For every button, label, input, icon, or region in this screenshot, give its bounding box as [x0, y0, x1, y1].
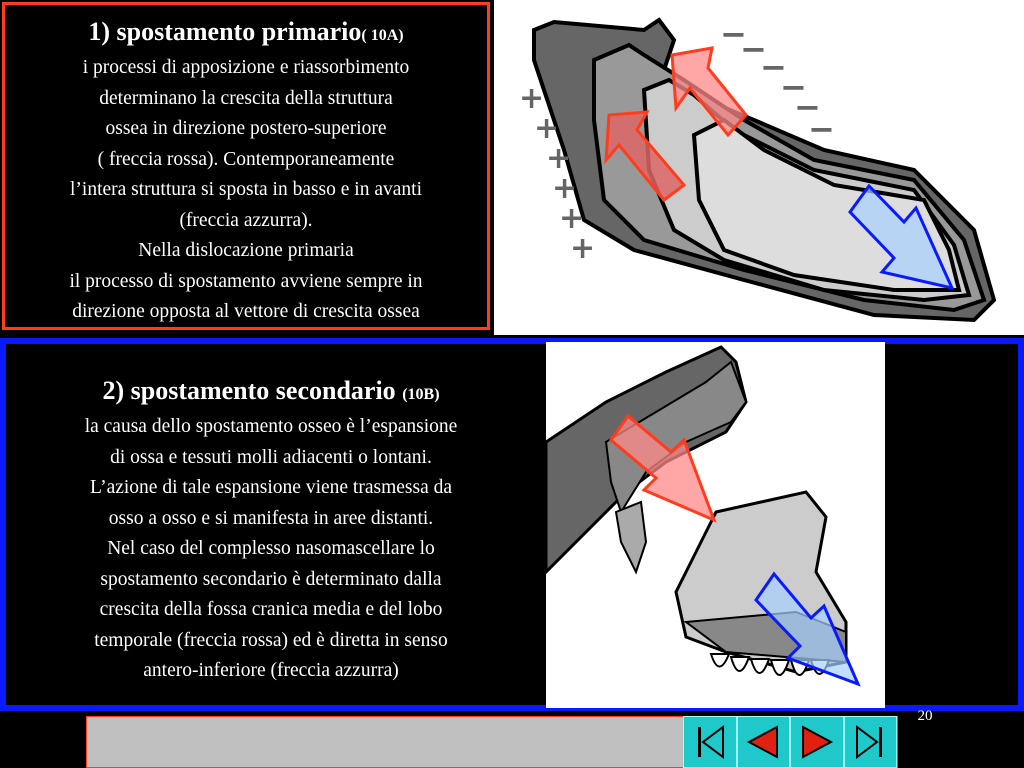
section1-line: (freccia azzurra).	[179, 209, 313, 231]
last-slide-button[interactable]	[844, 716, 898, 768]
section2-body	[16, 412, 526, 687]
minus-sign: −	[760, 48, 787, 86]
section1-line: l’intera struttura si sposta in basso e in avanti	[69, 179, 422, 200]
minus-sign: −	[780, 68, 807, 106]
first-slide-button[interactable]	[683, 716, 737, 768]
primary-displacement-box	[2, 2, 490, 330]
previous-slide-icon	[743, 722, 783, 762]
section1-body	[5, 53, 487, 328]
minus-sign: −	[808, 110, 835, 148]
mandible-illustration	[494, 0, 1024, 335]
section1-title-row	[5, 17, 487, 51]
mandible-figure	[494, 0, 1024, 335]
section2-text	[16, 374, 526, 687]
next-slide-button[interactable]	[790, 716, 844, 768]
plus-sign: +	[559, 201, 585, 236]
section1-title: 1) spostamento primario	[88, 17, 362, 46]
plus-sign: +	[534, 111, 560, 146]
section1-line: ( freccia rossa). Contemporaneamente	[97, 148, 395, 170]
plus-sign: +	[546, 141, 572, 176]
plus-sign: +	[519, 81, 545, 116]
next-slide-icon	[797, 722, 837, 762]
section1-line: Nella dislocazione primaria	[138, 240, 354, 261]
minus-sign: −	[720, 15, 747, 53]
section2-line: crescita della fossa cranica media e del lobo	[99, 599, 443, 620]
section2-title-ref: (10B)	[402, 386, 440, 403]
section1-line: i processi di apposizione e riassorbimento	[82, 57, 410, 78]
maxilla-illustration	[546, 342, 885, 708]
section1-title-ref: ( 10A)	[361, 27, 404, 44]
minus-sign: −	[794, 88, 821, 126]
section2-line: Nel caso del complesso nasomascellare lo	[107, 538, 435, 559]
last-slide-icon	[850, 722, 890, 762]
section2-title-row	[16, 374, 526, 412]
first-slide-icon	[690, 722, 730, 762]
plus-sign: +	[552, 171, 578, 206]
section1-line: il processo di spostamento avviene sempre in	[69, 270, 423, 292]
section2-line: spostamento secondario è determinato dalla	[100, 568, 442, 590]
page-number: 20	[917, 708, 933, 724]
section2-line: la causa dello spostamento osseo è l’espansione	[84, 416, 458, 437]
minus-sign: −	[740, 30, 767, 68]
section2-line: temporale (freccia rossa) ed è diretta in senso	[94, 629, 448, 651]
section2-line: osso a osso e si manifesta in aree distanti.	[108, 507, 434, 529]
plus-sign: +	[570, 231, 596, 266]
section1-line: ossea in direzione postero-superiore	[105, 118, 387, 139]
section2-title: 2) spostamento secondario	[102, 376, 396, 405]
previous-slide-button[interactable]	[737, 716, 791, 768]
section2-line: di ossa e tessuti molli adiacenti o lontani.	[110, 446, 432, 468]
section1-line: determinano la crescita della struttura	[99, 87, 393, 109]
navigation-buttons	[683, 716, 897, 768]
section1-line: direzione opposta al vettore di crescita ossea	[72, 301, 420, 322]
section2-line: antero-inferiore (freccia azzurra)	[143, 660, 399, 681]
section2-line: L’azione di tale espansione viene trasmessa da	[89, 477, 453, 498]
maxilla-figure	[546, 342, 885, 708]
